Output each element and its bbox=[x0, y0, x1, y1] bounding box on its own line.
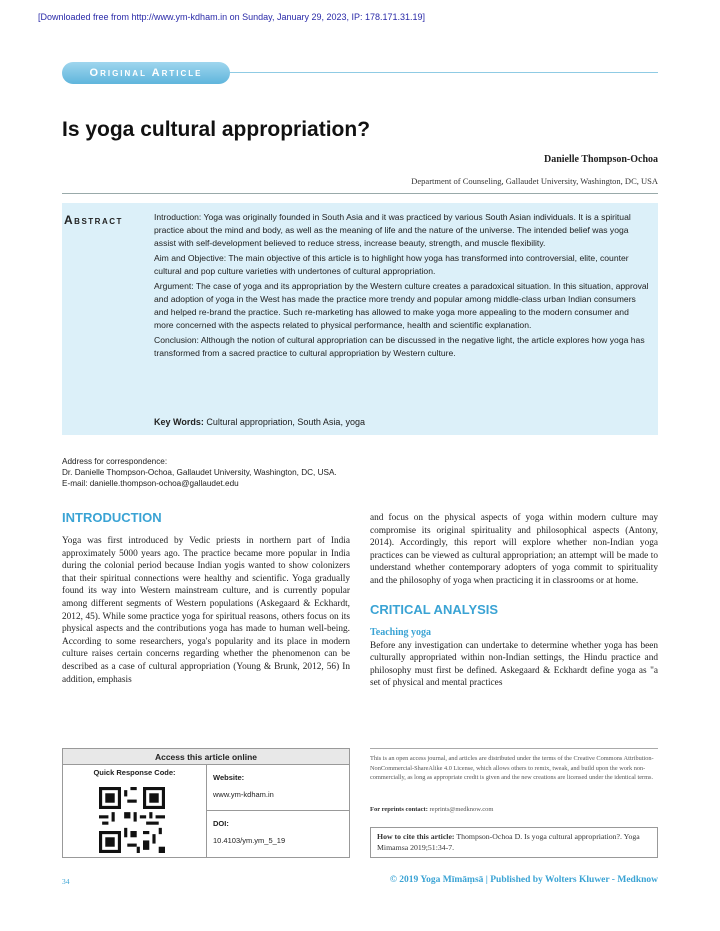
keywords bbox=[154, 417, 365, 427]
access-details bbox=[207, 765, 349, 857]
left-column bbox=[62, 510, 350, 686]
abstract-text bbox=[154, 211, 650, 362]
citation-text: Thompson-Ochoa D. Is yoga cultural appropriation?. Yoga Mimamsa 2019;51:34-7. bbox=[377, 832, 640, 852]
abstract-box bbox=[62, 203, 658, 435]
qr-cell bbox=[63, 765, 207, 857]
citation-label: How to cite this article: bbox=[377, 832, 455, 841]
citation-box bbox=[370, 827, 658, 858]
license-note: This is an open access journal, and articles are distributed under the terms of the Creative Commons Attribution-NonCommercial-ShareAlike 4.0 License, which allows others to remix, tweak, and build upon the work non-commercially, as long as appropriate credit is given and the new creations are licensed under the identical terms. bbox=[370, 748, 658, 783]
affiliation-rule bbox=[62, 193, 658, 194]
keywords-label: Key Words: bbox=[154, 417, 204, 427]
abstract-aim: Aim and Objective: The main objective of this article is to highlight how yoga has transformed into controversial, elite, counter cultural and pop culture varieties with undertones of cultural appropriation. bbox=[154, 253, 629, 276]
access-title: Access this article online bbox=[63, 749, 349, 765]
teaching-yoga-text: Before any investigation can undertake to determine whether yoga has been culturally appropriated within non-Indian settings, the Hindu practice and philosophy must first be defined. Askegaard & Eckhardt define yoga as "a set of physical and mental practices bbox=[370, 640, 658, 689]
website-link[interactable]: www.ym-kdham.in bbox=[213, 790, 274, 799]
introduction-text: Yoga was first introduced by Vedic priests in northern part of India approximately 5000 years ago. The practice became more popular in India during the colonial period because Indian yogis wanted to show colonizers that their spiritual connections were healthy and scientific. Yoga gradually found its way into Western mainstream culture, and is currently popular among different segments of Western populations (Askegaard & Eckhardt, 2012, 45). While some practice yoga for spiritual reasons, others focus on its physical aspects and the contributions yoga has made to human well-being. According to some researchers, yoga's popularity and its place in modern culture raises certain concerns regarding whether the phenomenon can be described as a case of cultural appropriation (Young & Brunk, 2012, 56) In addition, emphasis bbox=[62, 536, 350, 685]
page-number: 34 bbox=[62, 877, 70, 886]
article-type-badge: Original Article bbox=[62, 62, 230, 84]
author-name: Danielle Thompson-Ochoa bbox=[544, 154, 658, 165]
keywords-value: Cultural appropriation, South Asia, yoga bbox=[206, 417, 365, 427]
abstract-introduction: Introduction: Yoga was originally founded in South Asia and it was practiced by various South Asian individuals. It is a spiritual practice about the mind and body, as well as the meaning of life and the nature of the universe. The intended belief was yoga assist with self-development believed to reduce stress, increase beauty, strength, and muscle flexibility. bbox=[154, 212, 631, 248]
introduction-heading: INTRODUCTION bbox=[62, 510, 162, 525]
reprints-contact bbox=[370, 806, 493, 813]
teaching-yoga-subheading: Teaching yoga bbox=[370, 626, 432, 638]
qr-code-icon[interactable] bbox=[99, 787, 165, 853]
website-cell bbox=[207, 765, 349, 811]
abstract-argument: Argument: The case of yoga and its appropriation by the Western culture creates a paradoxical situation. In this situation, approval and adoption of yoga in the West has made the practice more trendy and popular among middle-class urban Indian consumers and helped re-brand the practice. Such re-marketing has allowed to make yoga more appealing to the modern consumer and more concerned with the aspects related to physical performance, health and scientific explanation. bbox=[154, 281, 649, 330]
website-label: Website: bbox=[213, 773, 245, 782]
critical-analysis-heading: CRITICAL ANALYSIS bbox=[370, 601, 499, 617]
right-column bbox=[370, 512, 658, 690]
address-label: Address for correspondence: bbox=[62, 457, 168, 466]
reprints-email[interactable]: reprints@medknow.com bbox=[429, 806, 494, 813]
reprints-label: For reprints contact: bbox=[370, 806, 428, 813]
abstract-conclusion: Conclusion: Although the notion of cultural appropriation can be discussed in the negative light, the article explores how yoga has transformed from a sacred practice to cultural appropriation by Western culture. bbox=[154, 335, 645, 358]
intro-continued-text: and focus on the physical aspects of yoga within modern culture may compromise its original spirituality and philosophical aspects (Antony, 2014). Accordingly, this report will explore whether non-Indian yoga practices can be viewed as cultural appropriation; an attempt will be made to understand whether contemporary adopters of yoga commit to spirituality and the philosophy of yoga when practicing it in classrooms or at home. bbox=[370, 513, 658, 586]
abstract-label: Abstract bbox=[64, 213, 123, 227]
doi-label: DOI: bbox=[213, 819, 229, 828]
address-email[interactable]: E-mail: danielle.thompson-ochoa@gallaudet.edu bbox=[62, 479, 239, 488]
download-note: [Downloaded free from http://www.ym-kdham.in on Sunday, January 29, 2023, IP: 178.171.31.19] bbox=[38, 12, 426, 22]
access-article-box bbox=[62, 748, 350, 858]
header-rule bbox=[200, 72, 658, 73]
correspondence-address bbox=[62, 456, 337, 489]
doi-link[interactable]: 10.4103/ym.ym_5_19 bbox=[213, 836, 286, 845]
address-name: Dr. Danielle Thompson-Ochoa, Gallaudet University, Washington, DC, USA. bbox=[62, 468, 337, 477]
qr-label: Quick Response Code: bbox=[93, 768, 176, 777]
doi-cell bbox=[207, 811, 349, 857]
author-affiliation: Department of Counseling, Gallaudet University, Washington, DC, USA bbox=[411, 176, 658, 186]
footer-publisher: © 2019 Yoga Mīmāṃsā | Published by Wolters Kluwer - Medknow bbox=[389, 875, 658, 885]
article-title: Is yoga cultural appropriation? bbox=[62, 118, 371, 141]
